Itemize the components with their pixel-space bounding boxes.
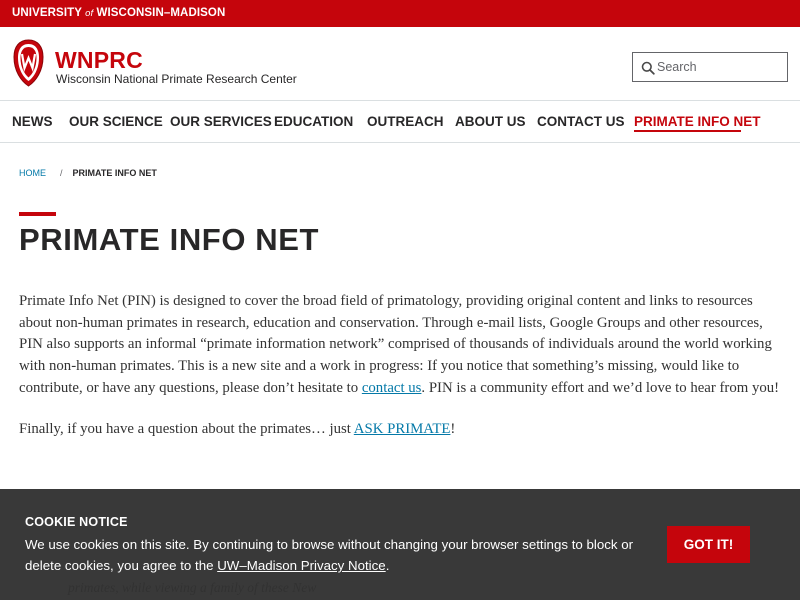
intro-paragraph xyxy=(19,291,789,400)
breadcrumb-current: PRIMATE INFO NET xyxy=(72,168,157,178)
title-accent-rule xyxy=(19,212,56,216)
nav-item-outreach[interactable]: OUTREACH xyxy=(367,114,444,129)
uw-crest-icon[interactable] xyxy=(12,39,45,87)
finally-text-after: ! xyxy=(450,421,456,437)
nav-item-our-science[interactable]: OUR SCIENCE xyxy=(69,114,163,129)
cookie-notice-title: COOKIE NOTICE xyxy=(25,515,128,529)
cookie-text-before: We use cookies on this site. By continuing to browse without changing your browser settings to block or delete cookies, you agree to the xyxy=(25,537,634,573)
uw-madison-link[interactable] xyxy=(12,7,225,19)
uw-text-pre: UNIVERSITY xyxy=(12,7,86,19)
ask-primate-link[interactable]: ASK PRIMATE xyxy=(353,421,451,437)
cookie-notice xyxy=(0,489,800,600)
finally-text-before: Finally, if you have a question about the primates… just xyxy=(19,421,354,437)
cookie-text-after: . xyxy=(385,558,390,573)
nav-item-our-services[interactable]: OUR SERVICES xyxy=(170,114,272,129)
site-tagline[interactable]: Wisconsin National Primate Research Center xyxy=(56,72,297,86)
intro-text-after: . PIN is a community effort and we’d love to hear from you! xyxy=(421,379,780,396)
contact-us-link[interactable]: contact us xyxy=(361,379,422,396)
search-icon[interactable] xyxy=(641,61,655,75)
nav-item-primate-info-net[interactable]: PRIMATE INFO NET xyxy=(634,114,761,129)
privacy-notice-link[interactable]: UW–Madison Privacy Notice xyxy=(217,558,386,573)
active-nav-indicator xyxy=(634,130,741,132)
nav-item-news[interactable]: NEWS xyxy=(12,114,53,129)
uw-text-post: WISCONSIN–MADISON xyxy=(93,7,226,19)
ask-primate-paragraph xyxy=(19,419,789,441)
site-header xyxy=(0,27,800,101)
breadcrumb-home-link[interactable]: HOME xyxy=(19,168,46,178)
breadcrumb xyxy=(19,168,157,178)
search-input[interactable] xyxy=(657,57,783,77)
nav-item-about-us[interactable]: ABOUT US xyxy=(455,114,526,129)
nav-item-contact-us[interactable]: CONTACT US xyxy=(537,114,625,129)
main-nav xyxy=(0,101,800,143)
uw-text-of: of xyxy=(85,8,94,19)
cookie-notice-text xyxy=(25,534,635,576)
site-name[interactable]: WNPRC xyxy=(55,47,143,73)
intro-text-before: Primate Info Net (PIN) is designed to cover the broad field of primatology, providing original content and links to resources about non-human primates in research, education and conservation. Through e-mail lists, Google Groups and other resources, PIN also supports an informal “primate information network” comprised of thousands of individuals around the world working with non-human primates. This is a new site and a work in progress: If you notice that something’s missing, would like to contribute, or have any questions, please don’t hesitate to xyxy=(19,293,772,396)
page-title: PRIMATE INFO NET xyxy=(19,222,320,257)
nav-item-education[interactable]: EDUCATION xyxy=(274,114,354,129)
uw-top-bar xyxy=(0,0,800,27)
breadcrumb-separator: / xyxy=(60,168,63,178)
search-box xyxy=(632,52,788,82)
got-it-button[interactable]: GOT IT! xyxy=(667,526,750,563)
